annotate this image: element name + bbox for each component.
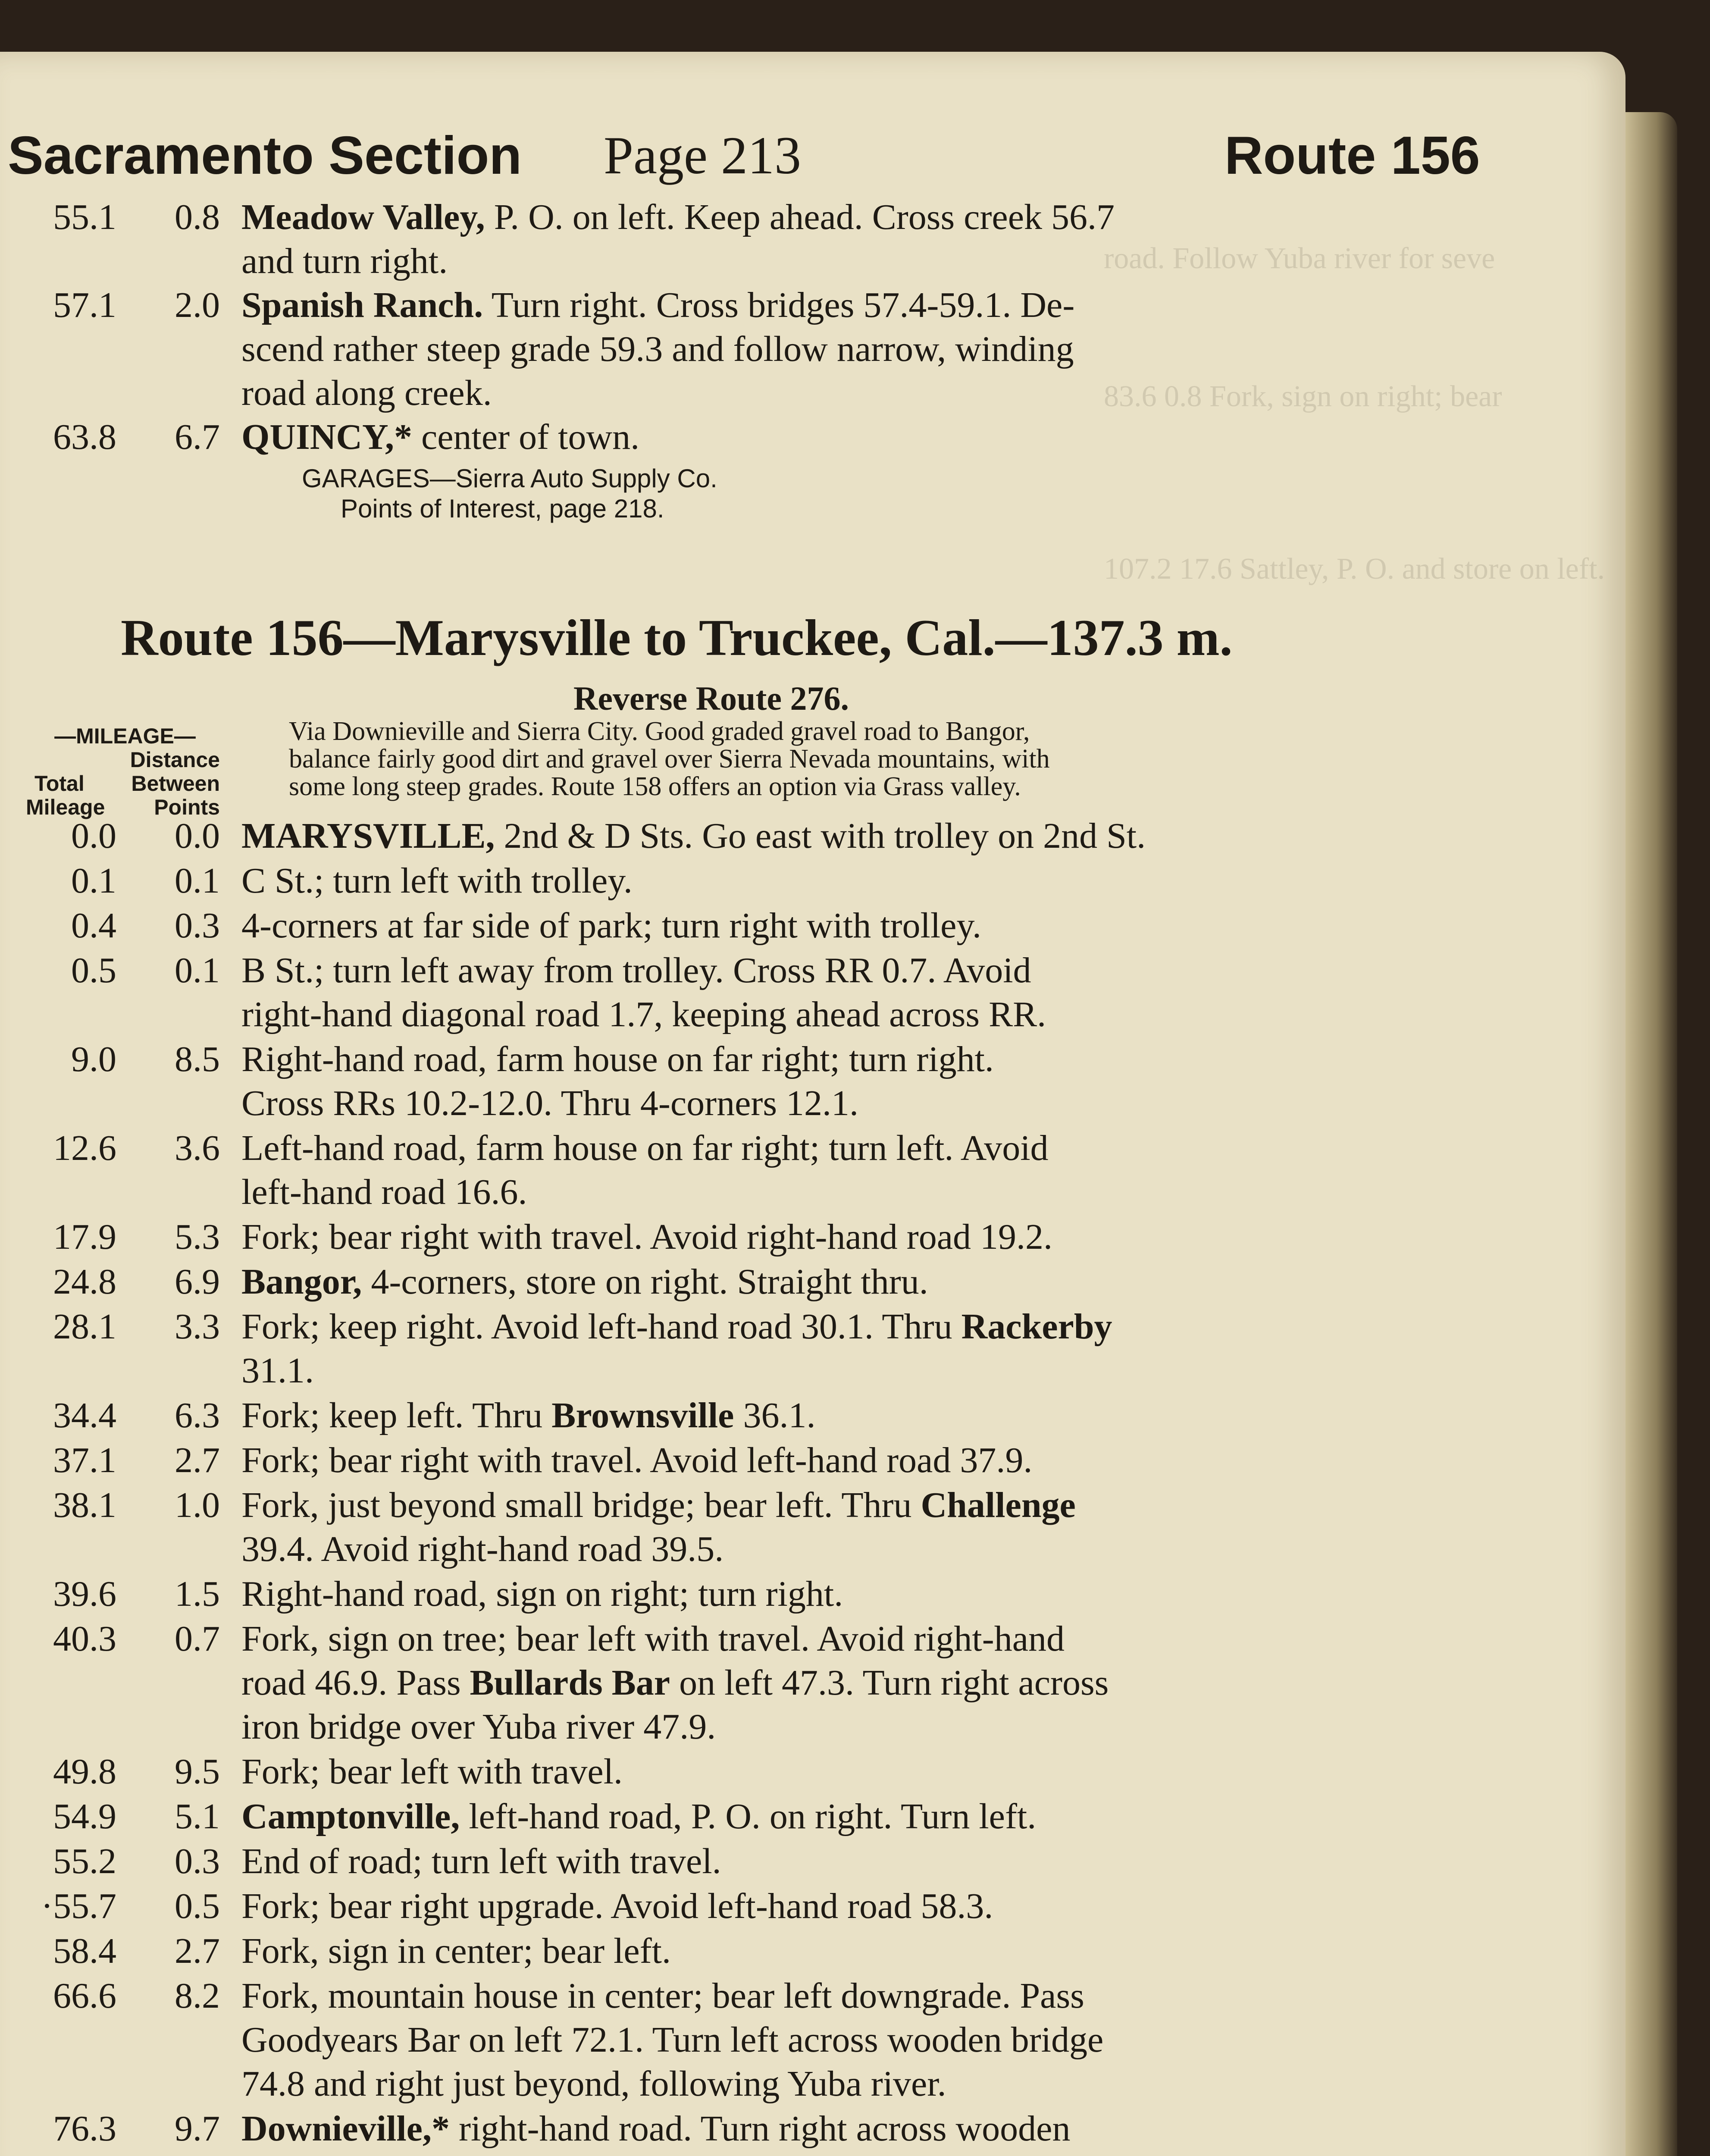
- direction-text: Fork; bear right with travel. Avoid right-hand road 19.2.: [241, 1217, 1053, 1257]
- distance-between: 5.3: [175, 1217, 220, 1257]
- distance-between: 2.7: [175, 1440, 220, 1480]
- direction-text: Fork; keep right. Avoid left-hand road 30.1. Thru Rackerby: [241, 1307, 1112, 1347]
- route-entry: [0, 1395, 1625, 1442]
- direction-text: 4-corners at far side of park; turn right with trolley.: [241, 906, 982, 946]
- total-mileage: 0.4: [71, 906, 116, 946]
- total-mileage: 0.5: [71, 950, 116, 990]
- total-mileage: 24.8: [53, 1262, 116, 1302]
- direction-text: Cross RRs 10.2-12.0. Thru 4-corners 12.1.: [241, 1083, 859, 1123]
- distance-between: 0.1: [175, 861, 220, 901]
- direction-text: Meadow Valley, P. O. on left. Keep ahead. Cross creek 56.7: [241, 197, 1115, 237]
- distance-between: 6.9: [175, 1262, 220, 1302]
- mileage-table-header: [26, 724, 224, 819]
- distance-label: Distance: [130, 748, 220, 772]
- distance-between: 6.7: [175, 417, 220, 457]
- route-title: Route 156—Marysville to Truckee, Cal.—137.3 m.: [121, 609, 1233, 666]
- total-mileage: 28.1: [53, 1307, 116, 1347]
- route-entry: [0, 815, 1625, 862]
- total-mileage: 66.6: [53, 1976, 116, 2016]
- direction-text: road 46.9. Pass Bullards Bar on left 47.3. Turn right across: [241, 1663, 1109, 1703]
- direction-text: 31.1.: [241, 1351, 314, 1391]
- total-mileage: 63.8: [53, 417, 116, 457]
- direction-text: Bangor, 4-corners, store on right. Straight thru.: [241, 1262, 928, 1302]
- total-mileage: 55.2: [53, 1841, 116, 1881]
- page-number: Page 213: [604, 126, 802, 185]
- direction-text: MARYSVILLE, 2nd & D Sts. Go east with trolley on 2nd St.: [241, 816, 1146, 856]
- distance-between: 9.5: [175, 1752, 220, 1792]
- direction-text: Fork, sign in center; bear left.: [241, 1931, 671, 1971]
- route-entry: [0, 1975, 1625, 2104]
- distance-between: 3.6: [175, 1128, 220, 1168]
- direction-text: scend rather steep grade 59.3 and follow narrow, winding: [241, 329, 1074, 369]
- distance-between: 9.7: [175, 2109, 220, 2149]
- bleed-through-text: road. Follow Yuba river for seve: [1104, 242, 1495, 275]
- route-entry: [0, 1439, 1625, 1487]
- direction-text: 74.8 and right just beyond, following Yuba river.: [241, 2064, 946, 2104]
- direction-text: Fork; bear right upgrade. Avoid left-hand road 58.3.: [241, 1886, 993, 1926]
- route-entry: [0, 1038, 1625, 1123]
- garages-line: GARAGES—Sierra Auto Supply Co.: [302, 464, 717, 493]
- total-mileage: 76.3: [53, 2109, 116, 2149]
- route-entry: [0, 1930, 1625, 1977]
- direction-text: Fork, just beyond small bridge; bear left. Thru Challenge: [241, 1485, 1076, 1525]
- route-entry: [0, 1840, 1625, 1888]
- distance-between: 5.1: [175, 1796, 220, 1836]
- distance-between: 0.3: [175, 1841, 220, 1881]
- route-number-header: Route 156: [1225, 126, 1480, 185]
- total-mileage: 38.1: [53, 1485, 116, 1525]
- direction-text: Fork, sign on tree; bear left with travel. Avoid right-hand: [241, 1619, 1065, 1659]
- direction-text: Fork; bear right with travel. Avoid left-hand road 37.9.: [241, 1440, 1033, 1480]
- mileage-points-label: Mileage Points: [26, 795, 220, 819]
- distance-between: 2.7: [175, 1931, 220, 1971]
- direction-text: Fork, mountain house in center; bear left downgrade. Pass: [241, 1976, 1084, 2016]
- route-entry: [0, 1261, 1625, 1308]
- distance-between: 0.3: [175, 906, 220, 946]
- distance-between: 6.3: [175, 1395, 220, 1435]
- direction-text: and turn right.: [241, 241, 448, 281]
- direction-text: Downieville,* right-hand road. Turn right across wooden: [241, 2109, 1071, 2149]
- direction-text: Fork; keep left. Thru Brownsville 36.1.: [241, 1395, 816, 1435]
- direction-text: Camptonville, left-hand road, P. O. on right. Turn left.: [241, 1796, 1037, 1836]
- direction-text: Spanish Ranch. Turn right. Cross bridges 57.4-59.1. De-: [241, 285, 1075, 325]
- bleed-through-text: 83.6 0.8 Fork, sign on right; bear: [1104, 380, 1502, 413]
- route-entry: [0, 860, 1625, 907]
- route-description-line: some long steep grades. Route 158 offers an option via Grass valley.: [289, 772, 1021, 801]
- total-mileage: 9.0: [71, 1039, 116, 1079]
- total-mileage: 49.8: [53, 1752, 116, 1792]
- direction-text: QUINCY,* center of town.: [241, 417, 640, 457]
- total-mileage: 37.1: [53, 1440, 116, 1480]
- route-description-line: balance fairly good dirt and gravel over Sierra Nevada mountains, with: [289, 744, 1050, 774]
- route-entry: [0, 1127, 1625, 1212]
- reverse-route: Reverse Route 276.: [573, 680, 849, 717]
- route-entry: [0, 1796, 1625, 1843]
- total-mileage: 12.6: [53, 1128, 116, 1168]
- route-entry: [0, 416, 1625, 464]
- section-header: Sacramento Section: [8, 126, 522, 185]
- direction-text: left-hand road 16.6.: [241, 1172, 527, 1212]
- route-entry: [0, 1484, 1625, 1569]
- direction-text: Left-hand road, farm house on far right; turn left. Avoid: [241, 1128, 1049, 1168]
- total-mileage: ·55.7: [41, 1886, 116, 1926]
- total-mileage: 55.1: [53, 197, 116, 237]
- total-mileage: 54.9: [53, 1796, 116, 1836]
- route-entry: [0, 1751, 1625, 1798]
- direction-text: Right-hand road, sign on right; turn right.: [241, 1574, 843, 1614]
- direction-text: Right-hand road, farm house on far right; turn right.: [241, 1039, 994, 1079]
- points-of-interest-line: Points of Interest, page 218.: [341, 494, 664, 523]
- mileage-label: —MILEAGE—: [54, 724, 196, 748]
- route-entry: [0, 905, 1625, 952]
- distance-between: 8.2: [175, 1976, 220, 2016]
- route-entry: [0, 1573, 1625, 1620]
- total-mileage: 0.0: [71, 816, 116, 856]
- total-mileage: 40.3: [53, 1619, 116, 1659]
- route-entry: [0, 1885, 1625, 1933]
- distance-between: 3.3: [175, 1307, 220, 1347]
- distance-between: 0.0: [175, 816, 220, 856]
- direction-text: right-hand diagonal road 1.7, keeping ahead across RR.: [241, 994, 1046, 1034]
- distance-between: 1.5: [175, 1574, 220, 1614]
- direction-text: Fork; bear left with travel.: [241, 1752, 623, 1792]
- route-entry: [0, 2108, 1625, 2155]
- direction-text: B St.; turn left away from trolley. Cross RR 0.7. Avoid: [241, 950, 1031, 990]
- distance-between: 1.0: [175, 1485, 220, 1525]
- bleed-through-text: 107.2 17.6 Sattley, P. O. and store on left.: [1104, 552, 1605, 586]
- route-entry: [0, 1216, 1625, 1263]
- total-mileage: 58.4: [53, 1931, 116, 1971]
- total-mileage: 34.4: [53, 1395, 116, 1435]
- route-description-line: Via Downieville and Sierra City. Good graded gravel road to Bangor,: [289, 717, 1030, 746]
- total-mileage: 0.1: [71, 861, 116, 901]
- direction-text: End of road; turn left with travel.: [241, 1841, 721, 1881]
- direction-text: C St.; turn left with trolley.: [241, 861, 633, 901]
- total-mileage: 39.6: [53, 1574, 116, 1614]
- direction-text: 39.4. Avoid right-hand road 39.5.: [241, 1529, 724, 1569]
- total-mileage: 17.9: [53, 1217, 116, 1257]
- direction-text: Goodyears Bar on left 72.1. Turn left across wooden bridge: [241, 2020, 1104, 2060]
- distance-between: 2.0: [175, 285, 220, 325]
- route-entry: [0, 1306, 1625, 1391]
- total-between-label: Total Between: [34, 771, 220, 796]
- distance-between: 0.1: [175, 950, 220, 990]
- distance-between: 0.8: [175, 197, 220, 237]
- distance-between: 0.5: [175, 1886, 220, 1926]
- distance-between: 0.7: [175, 1619, 220, 1659]
- route-entry: [0, 950, 1625, 1034]
- direction-text: iron bridge over Yuba river 47.9.: [241, 1707, 716, 1747]
- direction-text: road along creek.: [241, 373, 492, 413]
- total-mileage: 57.1: [53, 285, 116, 325]
- distance-between: 8.5: [175, 1039, 220, 1079]
- page-edge: [1625, 112, 1677, 2156]
- route-entry: [0, 1618, 1625, 1747]
